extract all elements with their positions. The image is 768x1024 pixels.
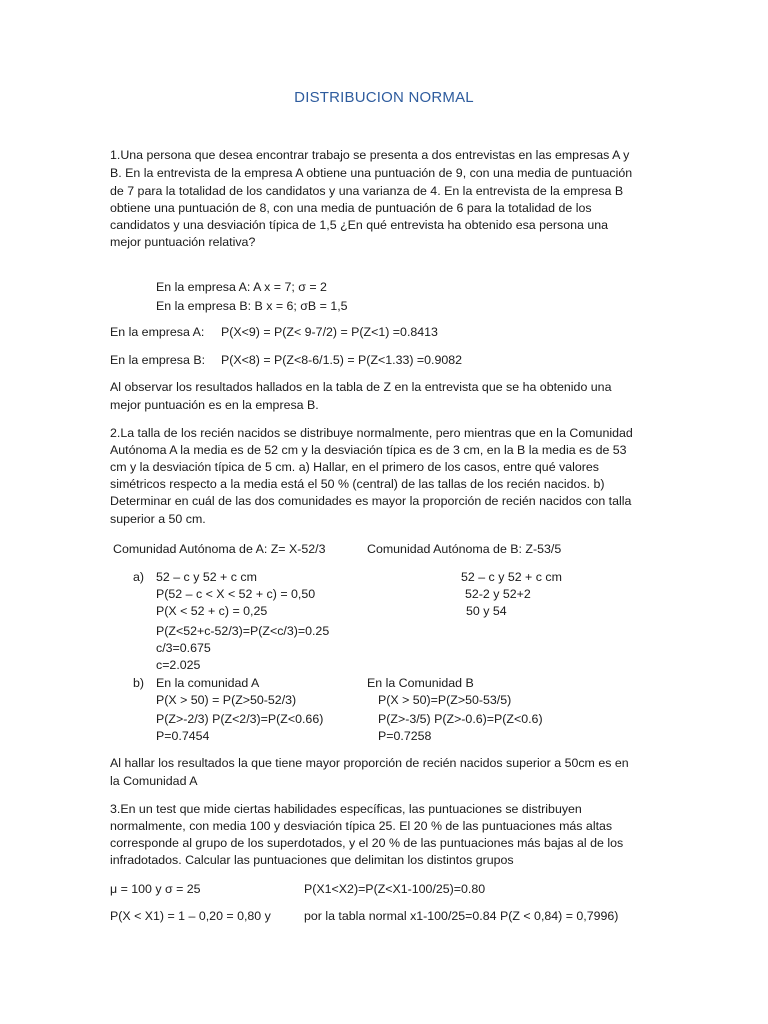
empresa-b-calc: P(X<8) = P(Z<8-6/1.5) = P(Z<1.33) =0.9082 <box>221 353 463 367</box>
problem1-conclusion: mejor puntuación es en la empresa B. <box>110 398 319 412</box>
problem3-line: infradotados. Calcular las puntuaciones que delimitan los distintos grupos <box>110 853 514 867</box>
problem2-line: superior a 50 cm. <box>110 512 206 526</box>
problem2-conclusion: Al hallar los resultados la que tiene mayor proporción de recién nacidos superior a 50cm es en <box>110 756 629 770</box>
empresa-a-label: En la empresa A: <box>110 325 205 339</box>
empresa-b-params: En la empresa B: B x = 6; σB = 1,5 <box>156 299 348 313</box>
part-a-right-line: 52-2 y 52+2 <box>465 587 531 601</box>
problem3-params: μ = 100 y σ = 25 <box>110 882 201 896</box>
part-a-line: 52 – c y 52 + c cm <box>156 570 257 584</box>
problem1-line: 1.Una persona que desea encontrar trabajo se presenta a dos entrevistas en las empresas A y <box>110 148 630 162</box>
part-a-line: P(X < 52 + c) = 0,25 <box>156 604 268 618</box>
part-b-label: b) <box>133 676 145 690</box>
part-b-right-line: P=0.7258 <box>378 729 432 743</box>
empresa-a-calc: P(X<9) = P(Z< 9-7/2) = P(Z<1) =0.8413 <box>221 325 438 339</box>
empresa-b-label: En la empresa B: <box>110 353 206 367</box>
problem1-conclusion: Al observar los resultados hallados en la tabla de Z en la entrevista que se ha obtenido una <box>110 380 612 394</box>
part-a-line: P(Z<52+c-52/3)=P(Z<c/3)=0.25 <box>156 624 330 638</box>
problem2-line: simétricos respecto a la media está el 50 % (central) de las tallas de los recién nacidos. b) <box>110 477 605 491</box>
comunidad-a-header: Comunidad Autónoma de A: Z= X-52/3 <box>113 542 326 556</box>
part-a-right-line: 50 y 54 <box>466 604 507 618</box>
problem2-conclusion: la Comunidad A <box>110 774 198 788</box>
problem1-line: de 7 para la totalidad de los candidatos y una varianza de 4. En la entrevista de la empresa B <box>110 184 624 198</box>
problem2-line: 2.La talla de los recién nacidos se distribuye normalmente, pero mientras que en la Comunidad <box>110 426 633 440</box>
part-a-line: P(52 – c < X < 52 + c) = 0,50 <box>156 587 316 601</box>
problem2-line: Autónoma A la media es de 52 cm y la desviación típica es de 3 cm, en la B la media es de 53 <box>110 443 627 457</box>
problem3-table-lookup: por la tabla normal x1-100/25=0.84 P(Z < 0,84) = 0,7996) <box>304 909 619 923</box>
problem3-line: corresponde al grupo de los superdotados, y el 20 % de las puntuaciones más bajas al de los <box>110 836 624 850</box>
document-title: DISTRIBUCION NORMAL <box>294 89 474 106</box>
part-a-line: c/3=0.675 <box>156 641 211 655</box>
problem3-line: normalmente, con media 100 y desviación típica 25. El 20 % de las puntuaciones más altas <box>110 819 613 833</box>
part-a-line: c=2.025 <box>156 658 201 672</box>
problem2-line: cm y la desviación típica de 5 cm. a) Hallar, en el primero de los casos, entre qué valores <box>110 460 599 474</box>
part-b-right-line: P(X > 50)=P(Z>50-53/5) <box>378 693 512 707</box>
part-b-left-line: P=0.7454 <box>156 729 210 743</box>
empresa-a-params: En la empresa A: A x = 7; σ = 2 <box>156 280 327 294</box>
problem3-line: 3.En un test que mide ciertas habilidades específicas, las puntuaciones se distribuyen <box>110 802 582 816</box>
part-b-left-line: En la comunidad A <box>156 676 260 690</box>
problem3-equation: P(X1<X2)=P(Z<X1-100/25)=0.80 <box>304 882 486 896</box>
comunidad-b-header: Comunidad Autónoma de B: Z-53/5 <box>367 542 562 556</box>
problem1-line: B. En la entrevista de la empresa A obtiene una puntuación de 9, con una media de puntuación <box>110 166 633 180</box>
part-b-left-line: P(X > 50) = P(Z>50-52/3) <box>156 693 297 707</box>
part-b-left-line: P(Z>-2/3) P(Z<2/3)=P(Z<0.66) <box>156 712 324 726</box>
problem1-line: candidatos y una desviación típica de 1,5 ¿En qué entrevista ha obtenido esa persona una <box>110 218 609 232</box>
problem1-line: obtiene una puntuación de 8, con una media de puntuación de 6 para la totalidad de los <box>110 201 592 215</box>
problem1-line: mejor puntuación relativa? <box>110 235 256 249</box>
part-b-right-line: En la Comunidad B <box>367 676 474 690</box>
part-a-label: a) <box>133 570 145 584</box>
problem3-probability: P(X < X1) = 1 – 0,20 = 0,80 y <box>110 909 271 923</box>
part-b-right-line: P(Z>-3/5) P(Z>-0.6)=P(Z<0.6) <box>378 712 543 726</box>
problem2-line: Determinar en cuál de las dos comunidades es mayor la proporción de recién nacidos con talla <box>110 494 632 508</box>
part-a-right-line: 52 – c y 52 + c cm <box>461 570 562 584</box>
